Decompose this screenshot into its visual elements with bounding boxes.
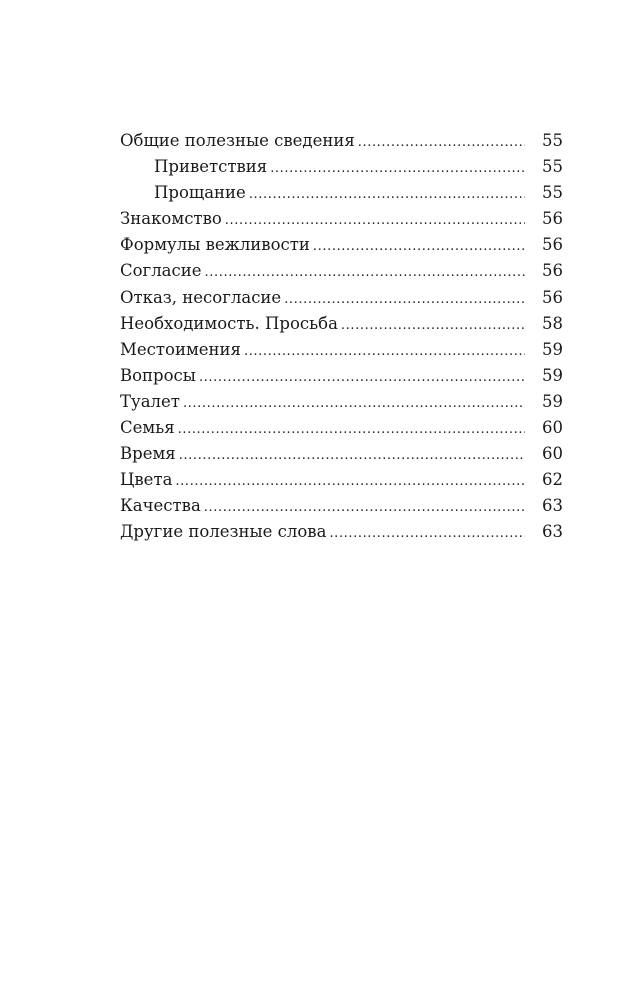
dot-leader [204, 500, 525, 515]
dot-leader [358, 135, 525, 150]
toc-entry-page: 55 [542, 183, 563, 203]
toc-entry-title: Знакомство [120, 209, 222, 229]
dot-leader [270, 161, 525, 176]
dot-leader [249, 187, 525, 202]
toc-entry-page: 60 [542, 418, 563, 438]
dot-leader [205, 265, 525, 280]
dot-leader [244, 344, 525, 359]
toc-entry-page: 58 [542, 313, 563, 333]
toc-entry [120, 235, 563, 261]
toc-entry-title: Время [120, 444, 176, 464]
toc-entry [120, 131, 563, 157]
toc-entry-title: Необходимость. Просьба [120, 313, 338, 333]
dot-leader [225, 213, 525, 228]
toc-entry [120, 392, 563, 418]
dot-leader [284, 292, 525, 307]
toc-entry-title: Качества [120, 496, 201, 516]
toc-entry-page: 63 [542, 496, 563, 516]
dot-leader [313, 239, 525, 254]
toc-entry [120, 496, 563, 522]
dot-leader [341, 318, 525, 333]
toc-entry-page: 56 [542, 235, 563, 255]
table-of-contents [120, 131, 563, 549]
toc-entry [120, 522, 563, 548]
toc-entry [120, 288, 563, 314]
toc-entry [120, 340, 563, 366]
toc-entry-title: Общие полезные сведения [120, 131, 355, 150]
dot-leader [183, 396, 525, 411]
toc-entry-page: 63 [542, 522, 563, 542]
toc-entry-title: Другие полезные слова [120, 522, 327, 542]
dot-leader [199, 370, 525, 385]
toc-entry [120, 366, 563, 392]
toc-entry [120, 314, 563, 340]
toc-subentry [120, 183, 563, 209]
toc-entry-title: Отказ, несогласие [120, 287, 282, 307]
toc-subentry [120, 157, 563, 183]
toc-entry [120, 418, 563, 444]
toc-entry-title: Формулы вежливости [120, 235, 310, 255]
toc-entry [120, 261, 563, 287]
toc-entry [120, 209, 563, 235]
toc-entry-page: 56 [542, 287, 563, 307]
toc-entry-page: 55 [542, 131, 563, 150]
toc-entry-page: 60 [542, 444, 563, 464]
toc-entry-page: 56 [542, 209, 563, 229]
toc-entry-page: 59 [542, 391, 563, 411]
toc-entry-title: Прощание [154, 183, 246, 203]
toc-entry-page: 59 [542, 365, 563, 385]
toc-entry-title: Семья [120, 418, 175, 438]
toc-entry [120, 444, 563, 470]
toc-entry-title: Туалет [120, 391, 180, 411]
toc-entry-title: Согласие [120, 261, 202, 281]
dot-leader [179, 448, 525, 463]
toc-entry-title: Вопросы [120, 365, 196, 385]
toc-entry-title: Приветствия [154, 157, 268, 177]
dot-leader [178, 422, 525, 437]
toc-entry-page: 56 [542, 261, 563, 281]
toc-entry-page: 59 [542, 339, 563, 359]
dot-leader [329, 526, 525, 541]
toc-entry [120, 470, 563, 496]
dot-leader [175, 474, 525, 489]
toc-entry-page: 55 [542, 157, 563, 177]
toc-entry-title: Цвета [120, 470, 173, 490]
toc-entry-page: 62 [542, 470, 563, 490]
toc-entry-title: Местоимения [120, 339, 241, 359]
